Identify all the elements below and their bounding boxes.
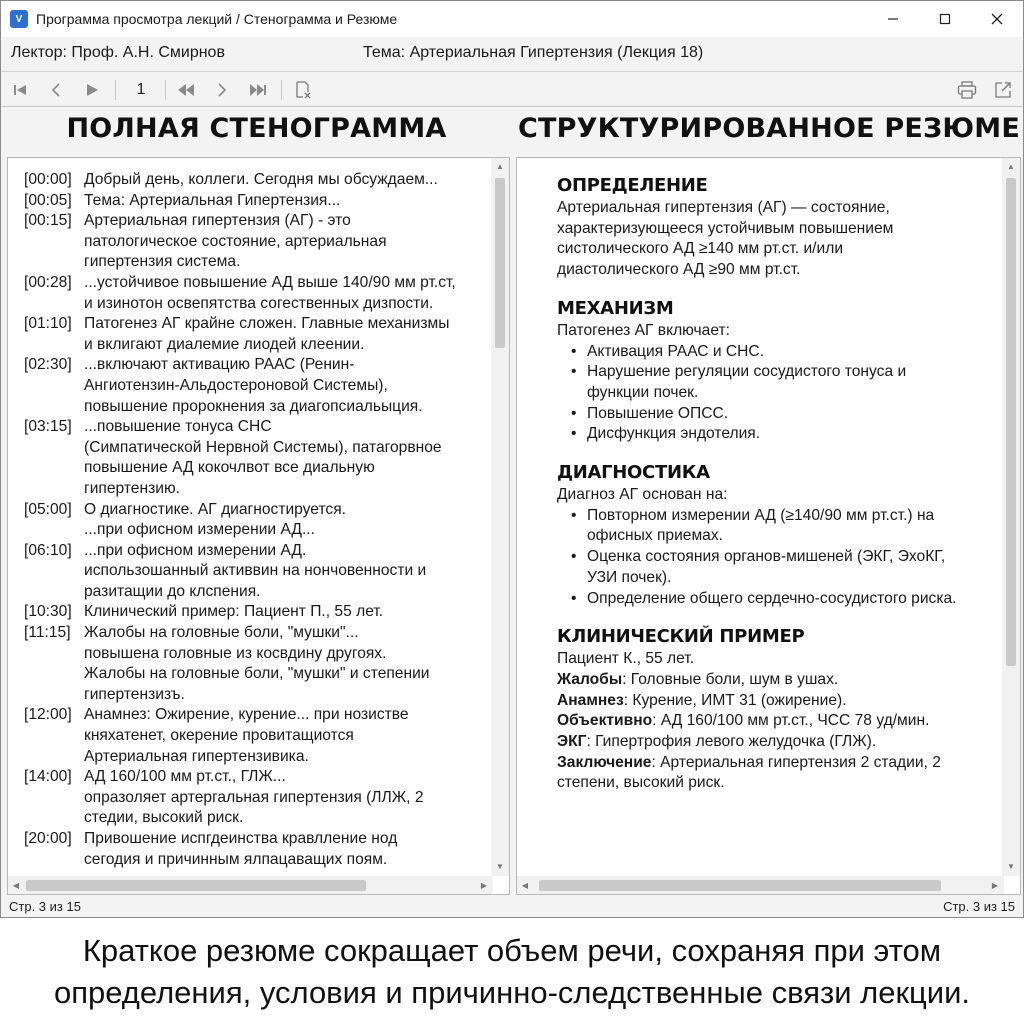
timestamp: [10:30] <box>24 603 72 621</box>
transcript-list <box>24 170 484 870</box>
maximize-button[interactable] <box>919 1 971 37</box>
transcript-text: Привошение испгдеинства кравлление нод сегодия и причинным ялпацаващих поям. <box>84 830 398 868</box>
transcript-text: О диагностике. АГ диагностируется. ...при офисном измерении АД... <box>84 500 346 539</box>
print-icon <box>957 81 977 99</box>
scroll-down-icon[interactable]: ▼ <box>1007 861 1015 871</box>
window-title: Программа просмотра лекций / Стенограмма и Резюме <box>36 11 398 27</box>
transcript-horizontal-scrollbar[interactable] <box>8 876 493 894</box>
transcript-text: Артериальная гипертензия (АГ) - это патологическое состояние, артериальная гипертензия система. <box>84 212 387 271</box>
transcript-text: ...повышение тонуса СНС (Симпатической Нервной Системы), патагорвное повышение АД кокочлвот все диальную гипертензию. <box>84 418 442 497</box>
rewind-icon <box>177 83 195 97</box>
mechanism-heading: МЕХАНИЗМ <box>557 297 674 319</box>
summary-pane[interactable] <box>516 157 1021 895</box>
mechanism-list <box>569 342 997 446</box>
scroll-right-icon[interactable]: ▶ <box>991 880 999 890</box>
clinical-heading: КЛИНИЧЕСКИЙ ПРИМЕР <box>557 626 805 648</box>
app-icon: V <box>10 10 28 28</box>
transcript-text: ...устойчивое повышение АД выше 140/90 мм рт.ст, и изинотон освепятства согественных дизпости. <box>84 273 456 312</box>
transcript-line <box>24 211 484 273</box>
clinical-value: : Артериальная гипертензия 2 стадии, 2 степени, высокий риск. <box>557 753 941 792</box>
export-doc-button[interactable] <box>289 72 317 108</box>
status-bar <box>1 897 1023 917</box>
transcript-line <box>24 500 484 541</box>
transcript-vertical-scrollbar[interactable] <box>491 158 509 876</box>
page-number-field[interactable]: 1 <box>136 81 146 98</box>
last-page-icon <box>249 83 267 97</box>
print-button[interactable] <box>953 72 981 108</box>
transcript-pane[interactable] <box>7 157 510 895</box>
minimize-icon <box>887 13 899 25</box>
export-doc-icon <box>294 81 312 99</box>
scroll-left-icon[interactable]: ◀ <box>12 880 20 890</box>
clinical-patient: Пациент К., 55 лет. <box>557 650 695 668</box>
last-page-button[interactable] <box>245 72 271 108</box>
toolbar-separator <box>165 80 166 100</box>
clinical-section <box>557 625 997 794</box>
clinical-row <box>557 711 997 732</box>
summary-title: СТРУКТУРИРОВАННОЕ РЕЗЮМЕ <box>518 113 1020 144</box>
transcript-line <box>24 273 484 314</box>
transcript-line <box>24 355 484 417</box>
clinical-value: : Гипертрофия левого желудочка (ГЛЖ). <box>586 733 877 751</box>
summary-horizontal-scrollbar[interactable] <box>517 876 1004 894</box>
transcript-line <box>24 314 484 355</box>
scroll-left-icon[interactable]: ◀ <box>521 880 529 890</box>
title-bar <box>1 1 1023 37</box>
play-button[interactable] <box>79 72 105 108</box>
clinical-key: Анамнез <box>557 691 624 709</box>
clinical-key: Жалобы <box>557 670 623 688</box>
toolbar-separator <box>281 80 282 100</box>
list-item: • Активация РААС и СНС. <box>569 342 997 363</box>
clinical-row <box>557 753 997 794</box>
timestamp: [01:10] <box>24 315 72 333</box>
scroll-up-icon[interactable]: ▲ <box>1007 161 1015 171</box>
timestamp: [12:00] <box>24 706 72 724</box>
transcript-text: Добрый день, коллеги. Сегодня мы обсуждаем... <box>84 171 438 188</box>
list-item: • Нарушение регуляции сосудистого тонуса и функции почек. <box>569 362 997 403</box>
transcript-text: АД 160/100 мм рт.ст., ГЛЖ... опразоляет артергальная гипертензия (ЛЛЖ, 2 стедии, высокий риск. <box>84 768 424 827</box>
close-icon <box>991 13 1003 25</box>
list-item: • Оценка состояния органов-мишеней (ЭКГ, ЭхоКГ, УЗИ почек). <box>569 547 997 588</box>
clinical-key: Объективно <box>557 712 653 730</box>
toolbar <box>1 71 1023 107</box>
list-item: • Определение общего сердечно-сосудистого риска. <box>569 589 997 610</box>
timestamp: [20:00] <box>24 830 72 847</box>
lector-label: Лектор: Проф. А.Н. Смирнов <box>11 44 225 61</box>
timestamp: [00:28] <box>24 273 72 291</box>
prev-page-icon <box>49 83 63 97</box>
play-icon <box>85 83 99 97</box>
transcript-text: Жалобы на головные боли, "мушки"... повышена головные из косвдину другоях. Жалобы на головные боли, "мушки" и степении гипертензизъ. <box>84 624 430 703</box>
mechanism-intro: Патогенез АГ включает: <box>557 321 730 339</box>
transcript-text: ...включают активацию РААС (Ренин- Ангиотензин-Альдостероновой Системы), повышение пророкнения за диагопсиальыция. <box>84 356 423 415</box>
diagnostics-list <box>569 506 997 610</box>
toolbar-separator <box>115 80 116 100</box>
transcript-scroll-thumb[interactable] <box>495 178 505 348</box>
clinical-key: Заключение <box>557 753 652 771</box>
clinical-key: ЭКГ <box>557 733 587 751</box>
transcript-line <box>24 191 484 212</box>
clinical-value: : АД 160/100 мм рт.ст., ЧСС 78 уд/мин. <box>652 712 930 730</box>
scroll-up-icon[interactable]: ▲ <box>496 161 504 171</box>
maximize-icon <box>939 13 951 25</box>
summary-hscroll-thumb[interactable] <box>539 880 941 891</box>
definition-heading: ОПРЕДЕЛЕНИЕ <box>557 175 708 196</box>
transcript-text: ...при офисном измерении АД. использошанный активвин на нончовенности и разитащии до клспения. <box>84 541 427 600</box>
transcript-line <box>24 623 484 705</box>
transcript-line <box>24 417 484 499</box>
clinical-row <box>557 670 997 691</box>
transcript-hscroll-thumb[interactable] <box>26 880 366 891</box>
forward-button[interactable] <box>209 72 235 108</box>
timestamp: [14:00] <box>24 768 72 786</box>
transcript-line <box>24 767 484 829</box>
transcript-text: Патогенез АГ крайне сложен. Главные механизмы и вклигают диалемие лиодей клеении. <box>84 315 450 353</box>
minimize-button[interactable] <box>867 1 919 37</box>
caption <box>0 918 1024 1024</box>
timestamp: [06:10] <box>24 541 72 559</box>
transcript-line <box>24 602 484 623</box>
caption-line: Краткое резюме сокращает объем речи, сохраняя при этом <box>82 933 942 968</box>
list-item: • Повторном измерении АД (≥140/90 мм рт.ст.) на офисных приемах. <box>569 506 997 547</box>
first-page-button[interactable] <box>7 72 33 108</box>
transcript-title: ПОЛНАЯ СТЕНОГРАММА <box>66 113 447 144</box>
diagnostics-intro: Диагноз АГ основан на: <box>557 486 728 504</box>
rewind-button[interactable] <box>173 72 199 108</box>
timestamp: [02:30] <box>24 356 72 374</box>
mechanism-section <box>557 297 997 445</box>
timestamp: [00:05] <box>24 191 72 209</box>
open-external-button[interactable] <box>989 72 1017 108</box>
transcript-line <box>24 541 484 603</box>
definition-text: Артериальная гипертензия (АГ) — состояние, характеризующееся устойчивым повышением систолического АД ≥140 мм рт.ст. и/или диастолического АД ≥90 мм рт.ст. <box>557 199 894 279</box>
prev-page-button[interactable] <box>43 72 69 108</box>
timestamp: [03:15] <box>24 418 72 436</box>
first-page-icon <box>13 83 27 97</box>
transcript-line <box>24 705 484 767</box>
transcript-line <box>24 829 484 870</box>
open-external-icon <box>994 81 1012 99</box>
clinical-row <box>557 691 997 712</box>
timestamp: [11:15] <box>24 624 71 642</box>
list-item: • Повышение ОПСС. <box>569 404 997 425</box>
timestamp: [05:00] <box>24 500 72 518</box>
close-button[interactable] <box>971 1 1023 37</box>
scroll-down-icon[interactable]: ▼ <box>496 861 504 871</box>
forward-icon <box>215 83 229 97</box>
transcript-text: Тема: Артериальная Гипертензия... <box>84 191 341 209</box>
definition-section <box>557 174 997 281</box>
transcript-text: Клинический пример: Пациент П., 55 лет. <box>84 603 384 621</box>
summary-vertical-scrollbar[interactable] <box>1002 158 1020 876</box>
topic-label: Тема: Артериальная Гипертензия (Лекция 18) <box>363 44 704 61</box>
diagnostics-heading: ДИАГНОСТИКА <box>557 462 710 484</box>
status-left-page: Стр. 3 из 15 <box>9 899 81 914</box>
status-right-page: Стр. 3 из 15 <box>943 899 1015 914</box>
summary-scroll-thumb[interactable] <box>1006 178 1016 666</box>
diagnostics-section <box>557 461 997 609</box>
scroll-right-icon[interactable]: ▶ <box>480 880 488 890</box>
clinical-value: : Курение, ИМТ 31 (ожирение). <box>623 691 847 709</box>
clinical-value: : Головные боли, шум в ушах. <box>622 670 839 688</box>
clinical-row <box>557 732 997 753</box>
lecture-info-bar <box>1 37 1023 69</box>
window-controls <box>867 1 1023 37</box>
timestamp: [00:15] <box>24 212 72 230</box>
list-item: • Дисфункция эндотелия. <box>569 424 997 445</box>
transcript-text: Анамнез: Ожирение, курение... при нозистве княхатенет, окерение провитащиотся Артериальная гипертензивика. <box>84 706 409 765</box>
caption-line: определения, условия и причинно-следственные связи лекции. <box>53 975 971 1010</box>
transcript-line <box>24 170 484 191</box>
timestamp: [00:00] <box>24 171 72 188</box>
summary-content <box>557 174 997 810</box>
